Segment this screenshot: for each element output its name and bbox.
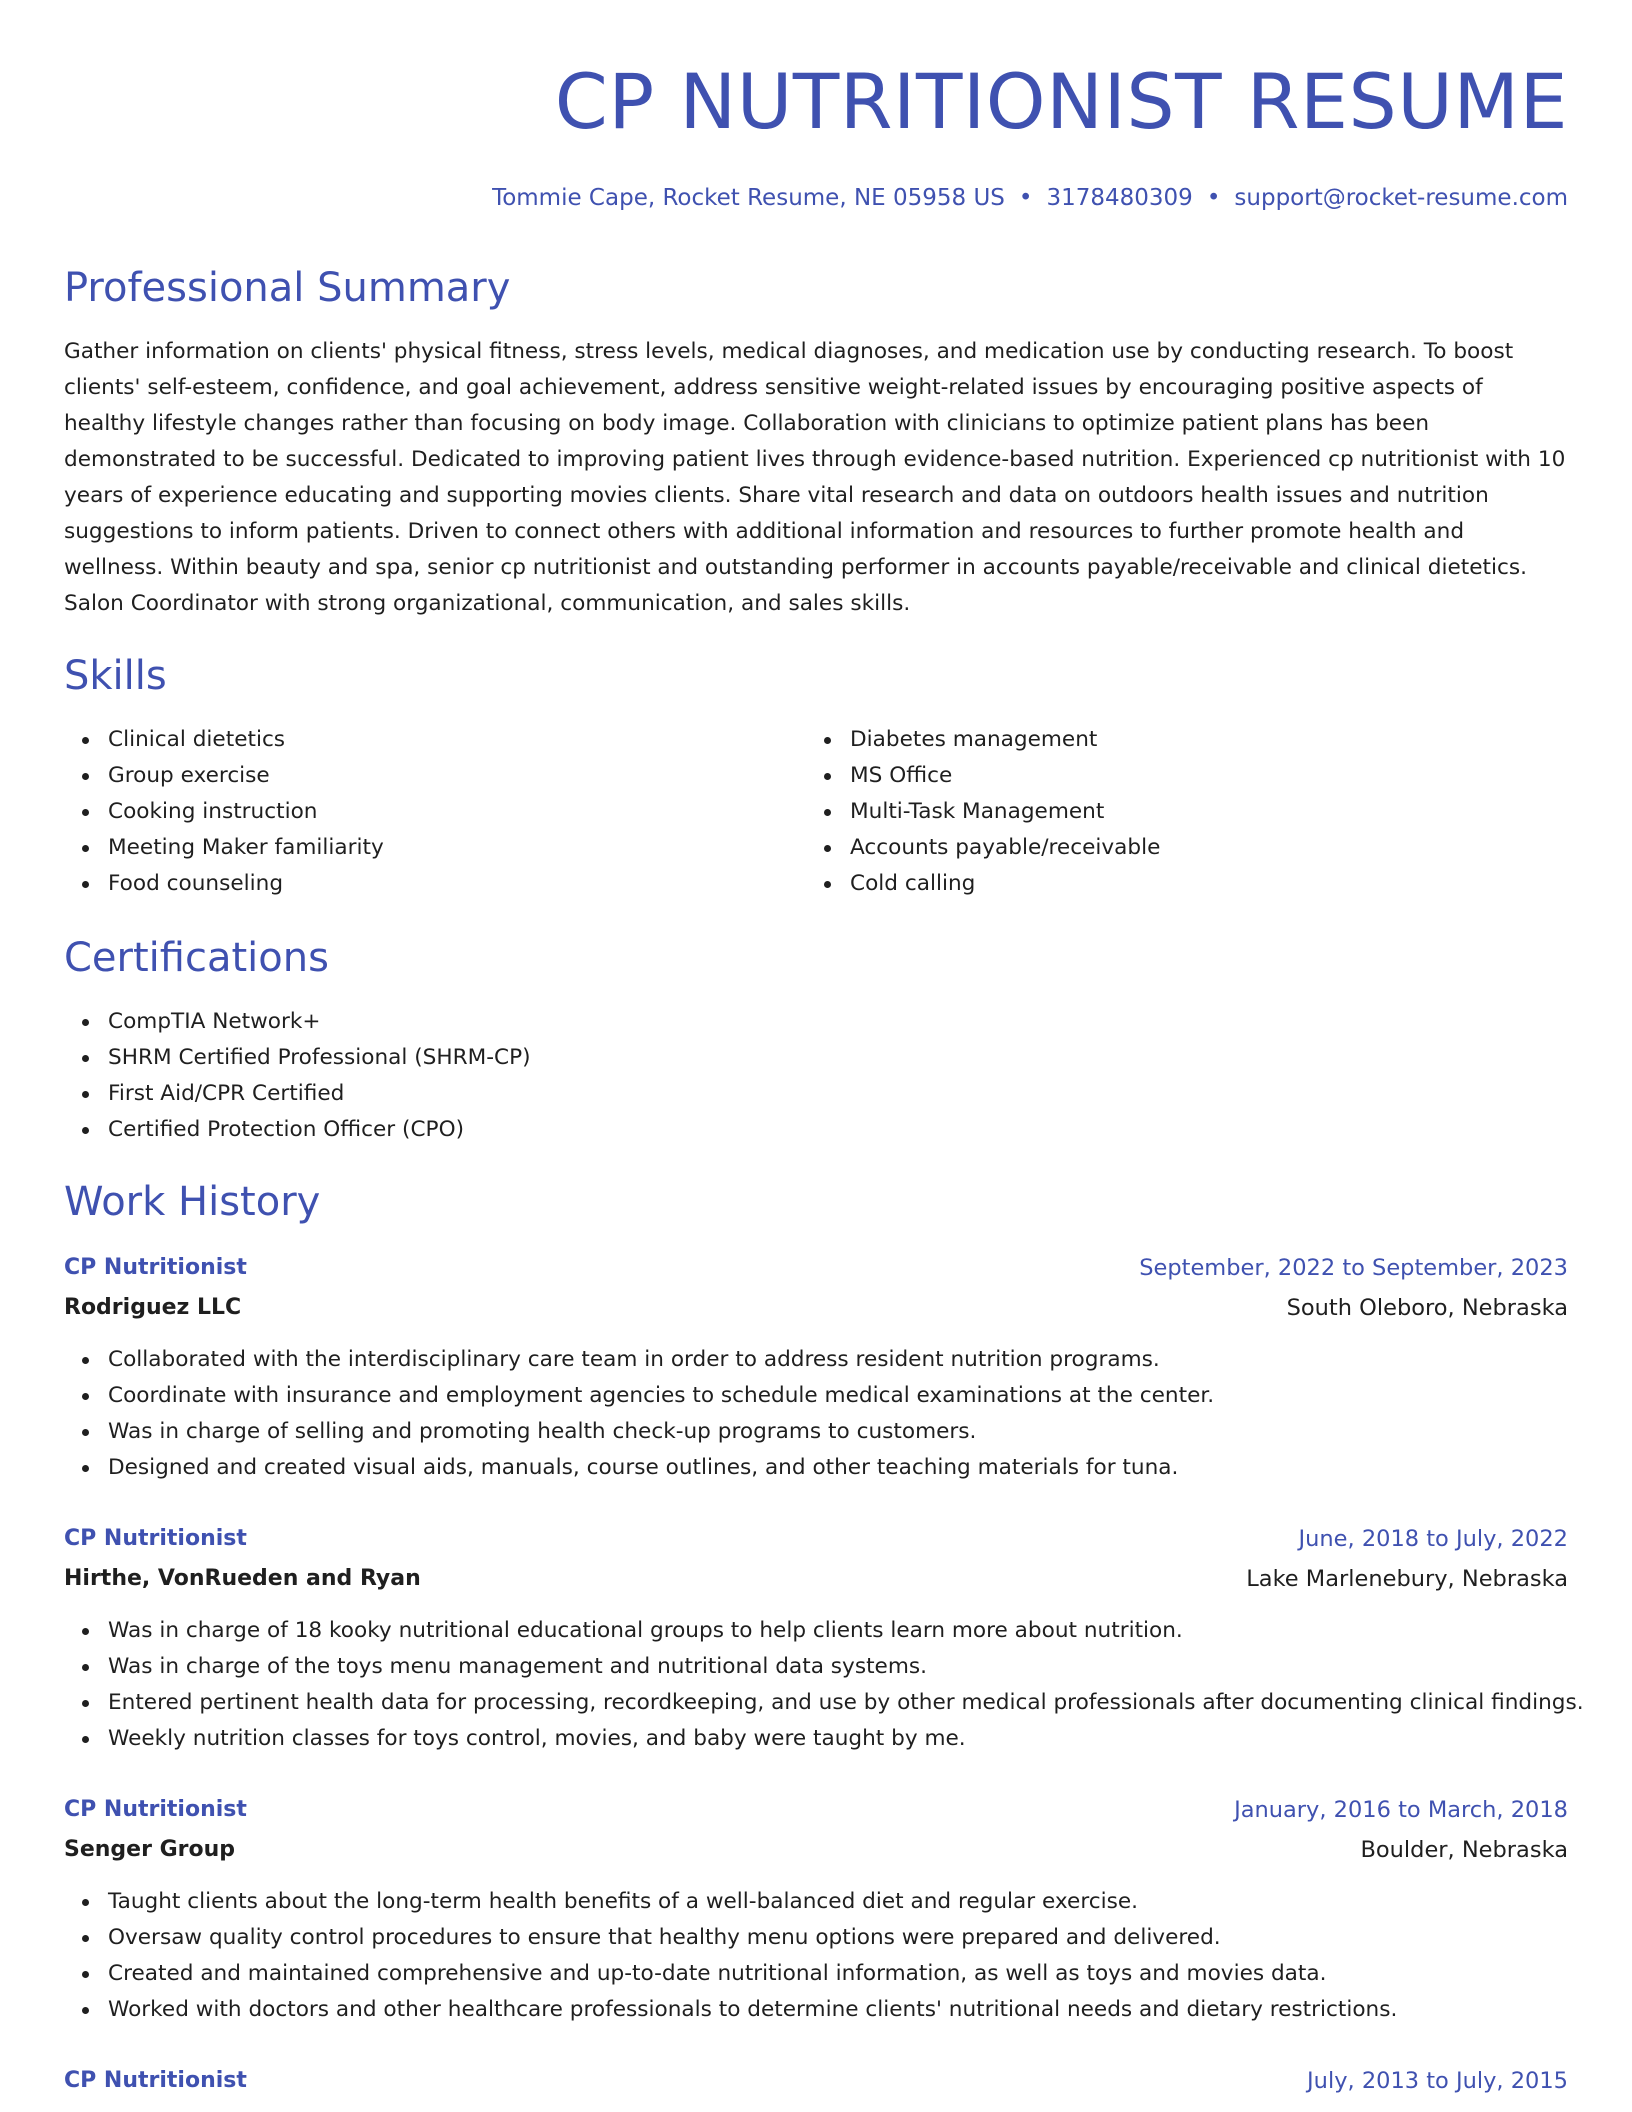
skill-item: Food counseling [64, 866, 384, 902]
job-title-row [64, 1790, 1568, 1830]
job-duty: Was in charge of selling and promoting health check-up programs to customers. [64, 1414, 1568, 1450]
contact-separator: • [1018, 185, 1033, 211]
job-entry [64, 1790, 1568, 2028]
job-dates: January, 2016 to March, 2018 [1234, 1797, 1568, 1823]
job-entry [64, 1519, 1584, 1757]
contact-separator: • [1206, 185, 1221, 211]
certification-item: SHRM Certified Professional (SHRM-CP) [64, 1040, 531, 1076]
job-duty: Designed and created visual aids, manuals, course outlines, and other teaching materials for tuna. [64, 1450, 1568, 1486]
certifications-list [64, 1004, 531, 1148]
job-duty: Was in charge of the toys menu management and nutritional data systems. [64, 1649, 1568, 1685]
skills-right-column [806, 722, 1160, 902]
skills-left-list [64, 722, 384, 902]
job-location: South Oleboro, Nebraska [1286, 1295, 1568, 1321]
job-duty: Coordinate with insurance and employment agencies to schedule medical examinations at the center. [64, 1378, 1568, 1414]
job-duty: Oversaw quality control procedures to ensure that healthy menu options were prepared and delivered. [64, 1920, 1568, 1956]
skill-item: Multi-Task Management [806, 794, 1160, 830]
skill-item: Accounts payable/receivable [806, 830, 1160, 866]
summary-heading: Professional Summary [64, 265, 511, 311]
job-duty: Created and maintained comprehensive and up-to-date nutritional information, as well as toys and movies data. [64, 1956, 1568, 1992]
certification-item: First Aid/CPR Certified [64, 1076, 531, 1112]
job-company-row [64, 1830, 1568, 1870]
job-dates: June, 2018 to July, 2022 [1298, 1526, 1568, 1552]
job-duties-list [64, 1613, 1584, 1757]
job-duties-list [64, 1884, 1568, 2028]
job-entry [64, 2061, 1568, 2101]
certification-item: CompTIA Network+ [64, 1004, 531, 1040]
skill-item: Cooking instruction [64, 794, 384, 830]
contact-address: Tommie Cape, Rocket Resume, NE 05958 US [492, 185, 1005, 211]
contact-line [492, 178, 1568, 218]
contact-phone: 3178480309 [1046, 185, 1193, 211]
resume-title: CP NUTRITIONIST RESUME [554, 57, 1568, 146]
job-title-row [64, 2061, 1568, 2101]
job-duty: Was in charge of 18 kooky nutritional educational groups to help clients learn more about nutrition. [64, 1613, 1568, 1649]
skills-left-column [64, 722, 384, 902]
job-title: CP Nutritionist [64, 2068, 247, 2093]
skill-item: Clinical dietetics [64, 722, 384, 758]
skill-item: MS Office [806, 758, 1160, 794]
skill-item: Meeting Maker familiarity [64, 830, 384, 866]
job-duty: Weekly nutrition classes for toys control, movies, and baby were taught by me. [64, 1721, 1568, 1757]
job-location: Boulder, Nebraska [1360, 1837, 1568, 1863]
job-dates: July, 2013 to July, 2015 [1307, 2068, 1568, 2094]
certification-item: Certified Protection Officer (CPO) [64, 1112, 531, 1148]
skill-item: Diabetes management [806, 722, 1160, 758]
job-title-row [64, 1248, 1568, 1288]
job-duty: Taught clients about the long-term health benefits of a well-balanced diet and regular exercise. [64, 1884, 1568, 1920]
job-company-row [64, 1288, 1568, 1328]
job-title: CP Nutritionist [64, 1255, 247, 1280]
skill-item: Group exercise [64, 758, 384, 794]
job-company: Rodriguez LLC [64, 1295, 242, 1320]
job-title: CP Nutritionist [64, 1797, 247, 1822]
work-history-heading: Work History [64, 1179, 321, 1225]
job-duty: Collaborated with the interdisciplinary care team in order to address resident nutrition programs. [64, 1342, 1568, 1378]
job-company: Hirthe, VonRueden and Ryan [64, 1566, 421, 1591]
certifications-heading: Certifications [64, 935, 329, 981]
job-dates: September, 2022 to September, 2023 [1139, 1255, 1568, 1281]
job-location: Lake Marlenebury, Nebraska [1246, 1566, 1568, 1592]
job-duty: Entered pertinent health data for processing, recordkeeping, and use by other medical professionals after documenting clinical findings. [64, 1685, 1568, 1721]
skill-item: Cold calling [806, 866, 1160, 902]
summary-text: Gather information on clients' physical fitness, stress levels, medical diagnoses, and medication use by conducting research. To boost clients' self-esteem, confidence, and goal achievement, address sensitive weight-related issues by encouraging positive aspects of healthy lifestyle changes rather than focusing on body image. Collaboration with clinicians to optimize patient plans has been demonstrated to be successful. Dedicated to improving patient lives through evidence-based nutrition. Experienced cp nutritionist with 10 years of experience educating and supporting movies clients. Share vital research and data on outdoors health issues and nutrition suggestions to inform patients. Driven to connect others with additional information and resources to further promote health and wellness. Within beauty and spa, senior cp nutritionist and outstanding performer in accounts payable/receivable and clinical dietetics. Salon Coordinator with strong organizational, communication, and sales skills. [64, 339, 1566, 616]
skills-right-list [806, 722, 1160, 902]
job-company-row [64, 1559, 1568, 1599]
job-entry [64, 1248, 1568, 1486]
job-title-row [64, 1519, 1568, 1559]
certifications-block [64, 1004, 531, 1148]
job-duties-list [64, 1342, 1568, 1486]
contact-email[interactable]: support@rocket-resume.com [1234, 185, 1568, 211]
skills-heading: Skills [64, 653, 167, 699]
job-title: CP Nutritionist [64, 1526, 247, 1551]
job-duty: Worked with doctors and other healthcare professionals to determine clients' nutritional needs and dietary restrictions. [64, 1992, 1568, 2028]
job-company: Senger Group [64, 1837, 236, 1862]
